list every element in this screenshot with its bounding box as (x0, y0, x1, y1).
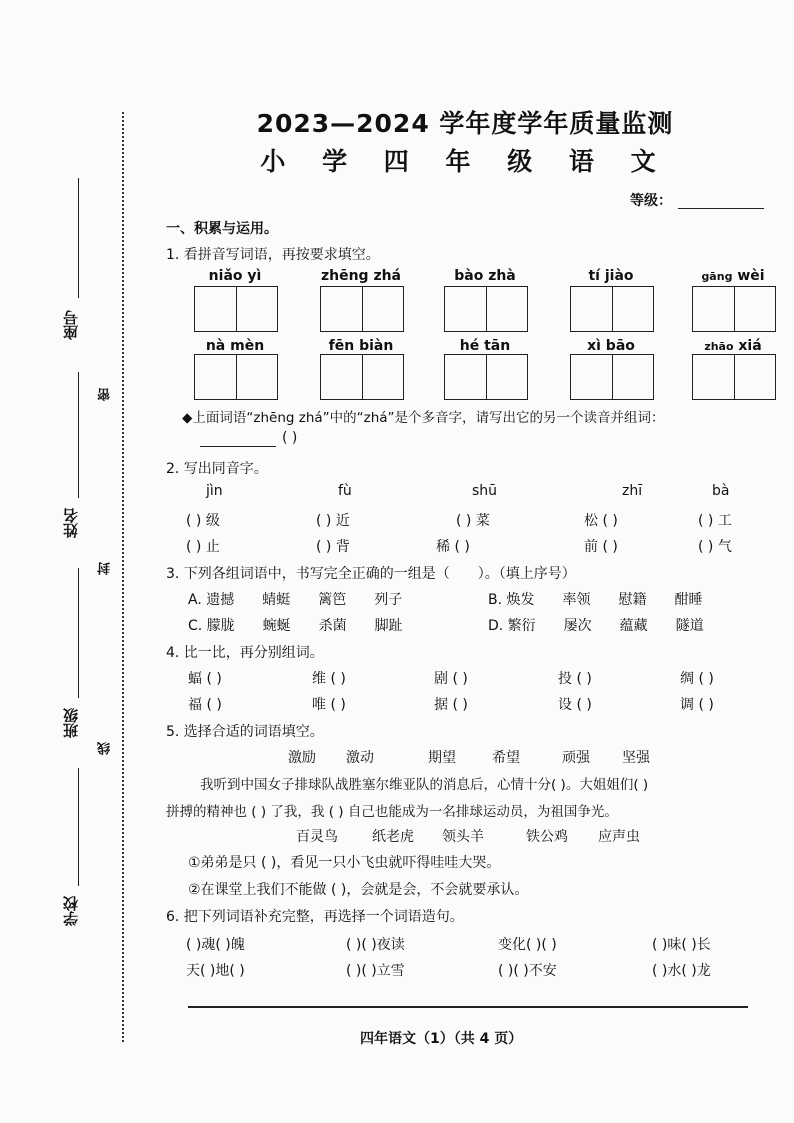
q1-pinyin: tí jiào (588, 268, 634, 284)
seal-word-mi: 密 (98, 388, 113, 401)
q2-blank[interactable]: ( ) 工 (698, 513, 732, 529)
q2-blank[interactable]: ( ) 背 (316, 539, 350, 555)
q1-pinyin: niǎo yì (208, 268, 262, 284)
seat-blank-line (78, 178, 79, 298)
q1-note: ◆上面词语“zhēng zhá”中的“zhá”是个多音字，请写出它的另一个读音并组词： (182, 410, 665, 426)
q6-idiom[interactable]: 天( )地( ) (186, 963, 245, 979)
section-heading: 一、积累与运用。 (166, 221, 278, 237)
q2-blank[interactable]: ( ) 级 (186, 513, 220, 529)
q1-pinyin: xì bāo (587, 338, 635, 354)
q5-word: 百灵鸟 (296, 829, 338, 845)
q1-writing-grid[interactable] (692, 354, 776, 400)
page-footer: 四年语文（1）（共 4 页） (360, 1031, 523, 1047)
q6-idiom[interactable]: ( )( )不安 (498, 963, 557, 979)
seat-label: 座号 (62, 310, 80, 340)
q2-pinyin: fù (338, 483, 352, 499)
q3-option[interactable]: C. 朦胧 蜿蜒 杀菌 脚趾 (188, 618, 403, 634)
q6-idiom[interactable]: ( )( )立雪 (346, 963, 405, 979)
q4-blank[interactable]: 设 ( ) (558, 697, 592, 713)
q3-option[interactable]: B. 焕发 率领 慰籍 酣睡 (488, 592, 703, 608)
q5-sentence-1[interactable]: ①弟弟是只 ( )，看见一只小飞虫就吓得哇哇大哭。 (188, 855, 501, 871)
q1-note-paren[interactable]: ( ) (282, 430, 298, 446)
q1-writing-grid[interactable] (692, 286, 776, 332)
q4-blank[interactable]: 绸 ( ) (680, 671, 714, 687)
q2-pinyin: jìn (206, 483, 223, 499)
q3-option[interactable]: D. 繁衍 屡次 蕴藏 隧道 (488, 618, 704, 634)
q2-blank[interactable]: ( ) 气 (698, 539, 732, 555)
q5-word: 期望 (428, 750, 456, 766)
q6-idiom[interactable]: ( )味( )长 (652, 937, 711, 953)
school-label: 学校 (62, 896, 80, 926)
q4-blank[interactable]: 调 ( ) (680, 697, 714, 713)
q5-word: 顽强 (562, 750, 590, 766)
q6-idiom[interactable]: ( )魂( )魄 (186, 937, 245, 953)
q2-blank[interactable]: ( ) 止 (186, 539, 220, 555)
q5-word: 激动 (346, 750, 374, 766)
school-blank-line (78, 768, 79, 886)
q6-idiom[interactable]: ( )( )夜读 (346, 937, 405, 953)
q1-writing-grid[interactable] (320, 286, 404, 332)
page-title: 2023—2024 学年度学年质量监测 (256, 109, 674, 138)
q1-writing-grid[interactable] (194, 286, 278, 332)
name-blank-line (78, 372, 79, 498)
q5-word: 纸老虎 (372, 829, 414, 845)
binding-dotted-line (122, 112, 124, 1042)
seal-word-feng: 封 (98, 562, 113, 575)
q1-pinyin: nà mèn (205, 338, 265, 354)
q1-pinyin: zhēng zhá (320, 268, 402, 284)
q1-pinyin (690, 338, 776, 354)
q1-writing-grid[interactable] (570, 286, 654, 332)
q5-word: 希望 (492, 750, 520, 766)
q2-blank[interactable]: ( ) 近 (316, 513, 350, 529)
q5-paragraph-line2: 拼搏的精神也 ( ) 了我，我 ( ) 自己也能成为一名排球运动员，为祖国争光。 (166, 804, 618, 820)
q5-word: 激励 (288, 750, 316, 766)
q5-word: 坚强 (622, 750, 650, 766)
q5-sentence-2[interactable]: ②在课堂上我们不能做 ( )，会就是会，不会就要承认。 (188, 882, 529, 898)
q1-writing-grid[interactable] (320, 354, 404, 400)
q6-idiom[interactable]: 变化( )( ) (498, 937, 557, 953)
grade-label: 等级： (630, 193, 672, 209)
q1-pinyin-part: xiá (738, 338, 762, 354)
q4-blank[interactable]: 投 ( ) (558, 671, 592, 687)
q1-answer-line[interactable] (200, 446, 276, 447)
q2-blank[interactable]: 前 ( ) (584, 539, 618, 555)
q1-writing-grid[interactable] (444, 354, 528, 400)
q1-writing-grid[interactable] (194, 354, 278, 400)
q1-writing-grid[interactable] (444, 286, 528, 332)
q4-blank[interactable]: 唯 ( ) (312, 697, 346, 713)
q4-blank[interactable]: 剧 ( ) (434, 671, 468, 687)
q4-blank[interactable]: 据 ( ) (434, 697, 468, 713)
q1-pinyin (690, 268, 776, 284)
q6-idiom[interactable]: ( )水( )龙 (652, 963, 711, 979)
q1-pinyin: bào zhà (454, 268, 516, 284)
q6-prompt: 6. 把下列词语补充完整，再选择一个词语造句。 (166, 909, 464, 925)
q1-pinyin-part: wèi (737, 268, 765, 284)
q1-prompt: 1. 看拼音写词语，再按要求填空。 (166, 247, 380, 263)
q2-prompt: 2. 写出同音字。 (166, 461, 268, 477)
q1-pinyin: hé tān (459, 338, 511, 354)
sentence-answer-line[interactable] (188, 1006, 748, 1008)
q2-blank[interactable]: ( ) 菜 (456, 513, 490, 529)
q1-pinyin-part: gāng (701, 270, 733, 283)
q5-word: 应声虫 (598, 829, 640, 845)
page-subtitle: 小 学 四 年 级 语 文 (260, 147, 670, 176)
q1-pinyin: fēn biàn (328, 338, 394, 354)
q2-pinyin: zhī (622, 483, 643, 499)
q4-blank[interactable]: 维 ( ) (312, 671, 346, 687)
q4-blank[interactable]: 蝠 ( ) (188, 671, 222, 687)
q1-pinyin-part: zhāo (704, 340, 734, 353)
q1-writing-grid[interactable] (570, 354, 654, 400)
q2-pinyin: shū (472, 483, 498, 499)
q5-word: 铁公鸡 (526, 829, 568, 845)
q2-blank[interactable]: 稀 ( ) (436, 539, 470, 555)
q4-blank[interactable]: 福 ( ) (188, 697, 222, 713)
q2-blank[interactable]: 松 ( ) (584, 513, 618, 529)
q5-word: 领头羊 (442, 829, 484, 845)
seal-word-xian: 线 (98, 742, 113, 755)
class-blank-line (78, 568, 79, 698)
q5-prompt: 5. 选择合适的词语填空。 (166, 724, 324, 740)
q2-pinyin: bà (712, 483, 730, 499)
name-label: 姓名 (62, 508, 80, 538)
grade-input-line[interactable] (678, 208, 764, 209)
q5-paragraph-line1: 我听到中国女子排球队战胜塞尔维亚队的消息后，心情十分( )。大姐姐们( ) (200, 777, 649, 793)
class-label: 班级 (62, 708, 80, 738)
q3-prompt: 3. 下列各组词语中，书写完全正确的一组是（ ）。（填上序号） (166, 566, 576, 582)
q3-option[interactable]: A. 遗撼 蜻蜓 篱笆 列子 (188, 592, 403, 608)
q4-prompt: 4. 比一比，再分别组词。 (166, 645, 324, 661)
